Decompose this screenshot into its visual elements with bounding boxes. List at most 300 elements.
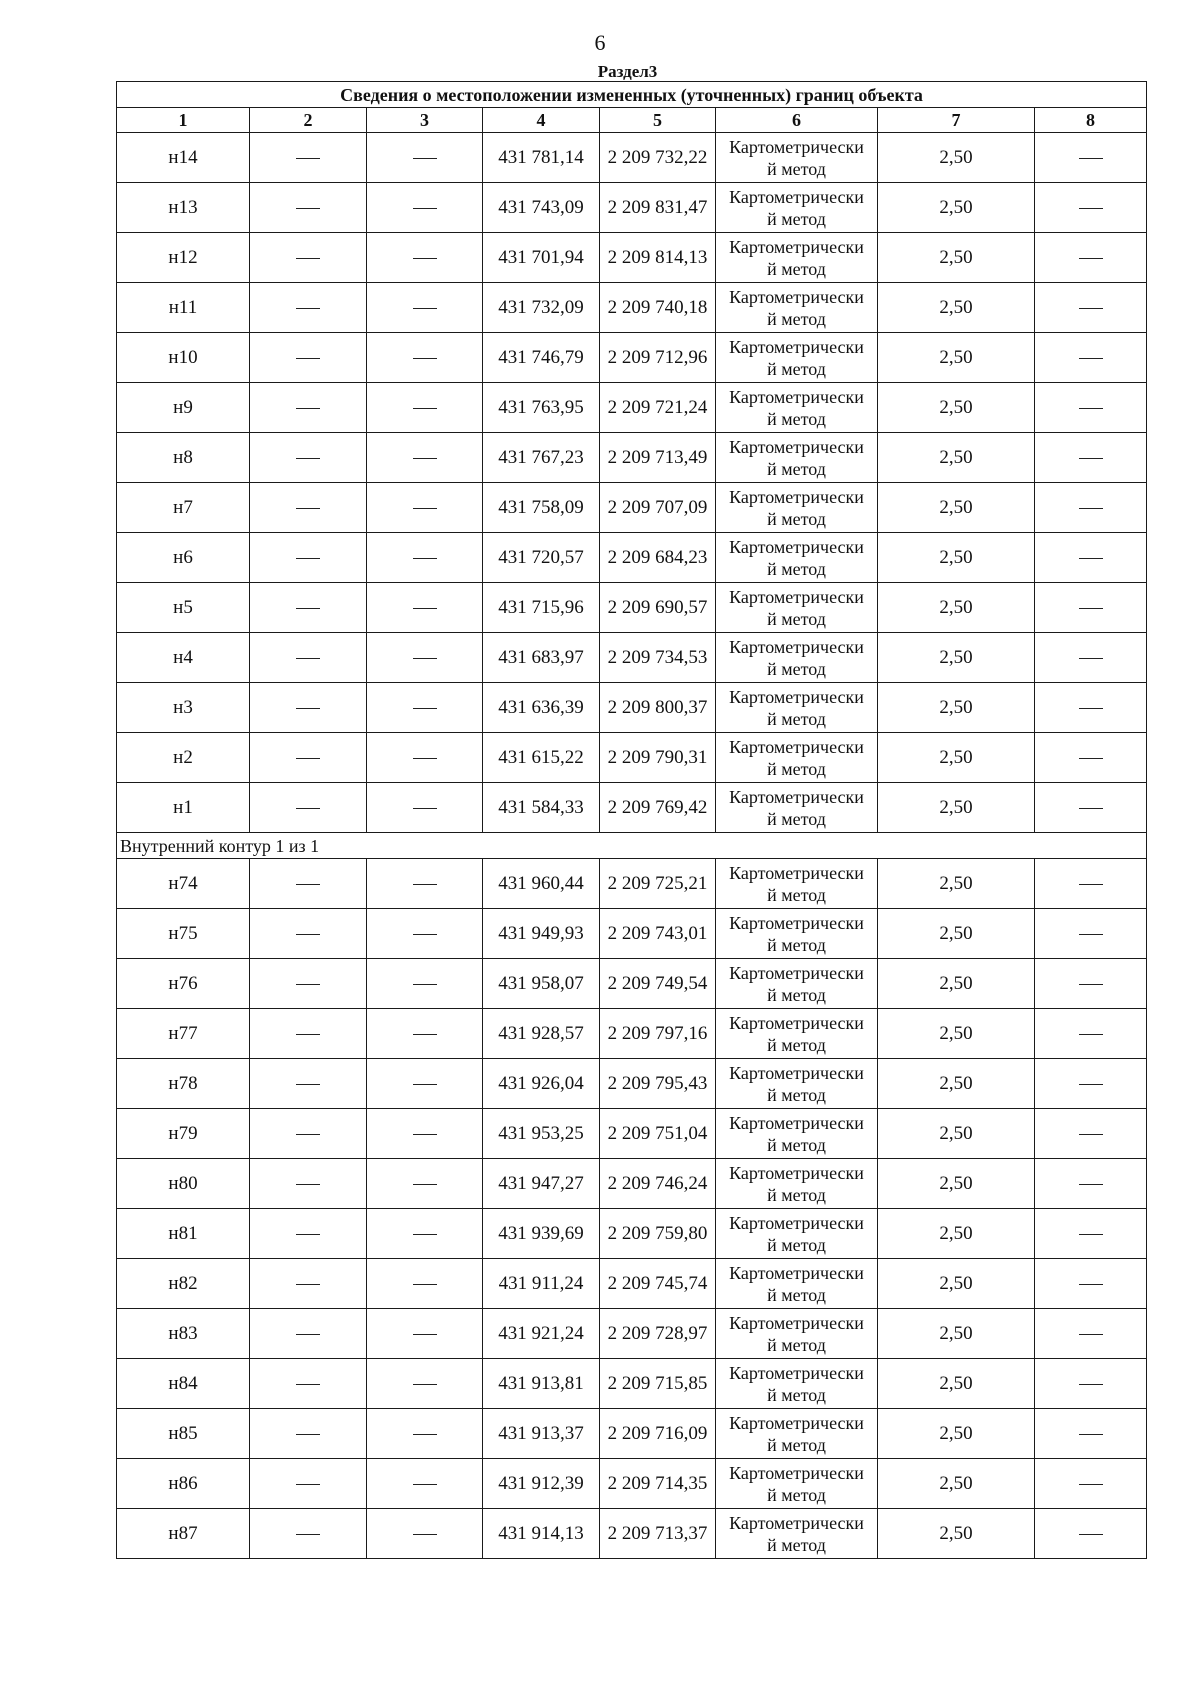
dash-mark [413, 1184, 437, 1185]
method-cell [716, 909, 878, 959]
method-line-2: й метод [767, 1284, 826, 1305]
empty-value-cell [367, 1509, 483, 1559]
dash-mark [413, 158, 437, 159]
y-coordinate-cell: 2 209 790,31 [600, 733, 716, 783]
y-coordinate-cell: 2 209 716,09 [600, 1409, 716, 1459]
empty-value-cell [1035, 583, 1147, 633]
empty-value-cell [367, 1259, 483, 1309]
empty-value-cell [1035, 1009, 1147, 1059]
table-row [117, 1209, 1147, 1259]
empty-value-cell [250, 733, 367, 783]
empty-value-cell [367, 483, 483, 533]
point-name-cell: н10 [117, 333, 250, 383]
dash-mark [413, 1534, 437, 1535]
inner-contour-row [117, 833, 1147, 859]
method-line-2: й метод [767, 1434, 826, 1455]
table-row [117, 1459, 1147, 1509]
accuracy-cell: 2,50 [878, 233, 1035, 283]
method-cell [716, 1309, 878, 1359]
dash-mark [1079, 608, 1103, 609]
accuracy-cell: 2,50 [878, 433, 1035, 483]
dash-mark [1079, 558, 1103, 559]
method-cell [716, 1359, 878, 1409]
table-row [117, 959, 1147, 1009]
method-line-1: Картометрически [729, 1462, 864, 1483]
method-cell [716, 959, 878, 1009]
point-name-cell: н74 [117, 859, 250, 909]
dash-mark [1079, 1434, 1103, 1435]
table-row [117, 1009, 1147, 1059]
table-row [117, 683, 1147, 733]
point-name-cell: н14 [117, 133, 250, 183]
empty-value-cell [367, 1459, 483, 1509]
dash-mark [296, 1484, 320, 1485]
empty-value-cell [367, 783, 483, 833]
x-coordinate-cell: 431 758,09 [483, 483, 600, 533]
accuracy-cell: 2,50 [878, 283, 1035, 333]
point-name-cell: н3 [117, 683, 250, 733]
dash-mark [296, 258, 320, 259]
empty-value-cell [250, 183, 367, 233]
dash-mark [1079, 508, 1103, 509]
empty-value-cell [367, 909, 483, 959]
y-coordinate-cell: 2 209 745,74 [600, 1259, 716, 1309]
method-line-1: Картометрически [729, 636, 864, 657]
table-row [117, 1509, 1147, 1559]
method-line-2: й метод [767, 558, 826, 579]
method-cell [716, 633, 878, 683]
accuracy-cell: 2,50 [878, 333, 1035, 383]
method-cell [716, 1059, 878, 1109]
table-row [117, 133, 1147, 183]
column-number: 8 [1035, 108, 1147, 133]
table-row [117, 1059, 1147, 1109]
method-line-1: Картометрически [729, 686, 864, 707]
dash-mark [296, 458, 320, 459]
y-coordinate-cell: 2 209 749,54 [600, 959, 716, 1009]
method-cell [716, 483, 878, 533]
empty-value-cell [1035, 283, 1147, 333]
accuracy-cell: 2,50 [878, 1309, 1035, 1359]
y-coordinate-cell: 2 209 743,01 [600, 909, 716, 959]
y-coordinate-cell: 2 209 721,24 [600, 383, 716, 433]
dash-mark [1079, 1134, 1103, 1135]
column-number: 3 [367, 108, 483, 133]
method-line-2: й метод [767, 1084, 826, 1105]
dash-mark [413, 1384, 437, 1385]
empty-value-cell [250, 1359, 367, 1409]
dash-mark [296, 1034, 320, 1035]
method-line-1: Картометрически [729, 136, 864, 157]
method-cell [716, 183, 878, 233]
table-body [117, 82, 1147, 1559]
dash-mark [296, 558, 320, 559]
x-coordinate-cell: 431 701,94 [483, 233, 600, 283]
y-coordinate-cell: 2 209 740,18 [600, 283, 716, 333]
method-line-1: Картометрически [729, 536, 864, 557]
method-line-1: Картометрически [729, 1112, 864, 1133]
empty-value-cell [367, 383, 483, 433]
method-line-2: й метод [767, 1184, 826, 1205]
empty-value-cell [1035, 1209, 1147, 1259]
method-line-1: Картометрически [729, 1312, 864, 1333]
section-title: Раздел3 [597, 62, 658, 81]
y-coordinate-cell: 2 209 725,21 [600, 859, 716, 909]
dash-mark [413, 1334, 437, 1335]
accuracy-cell: 2,50 [878, 1259, 1035, 1309]
dash-mark [413, 408, 437, 409]
dash-mark [296, 508, 320, 509]
table-row [117, 183, 1147, 233]
dash-mark [1079, 1384, 1103, 1385]
empty-value-cell [367, 533, 483, 583]
method-cell [716, 333, 878, 383]
dash-mark [296, 208, 320, 209]
y-coordinate-cell: 2 209 746,24 [600, 1159, 716, 1209]
x-coordinate-cell: 431 732,09 [483, 283, 600, 333]
empty-value-cell [1035, 233, 1147, 283]
method-line-2: й метод [767, 208, 826, 229]
empty-value-cell [250, 1159, 367, 1209]
empty-value-cell [250, 1309, 367, 1359]
method-cell [716, 383, 878, 433]
column-number: 1 [117, 108, 250, 133]
method-line-1: Картометрически [729, 786, 864, 807]
table-row [117, 383, 1147, 433]
accuracy-cell: 2,50 [878, 383, 1035, 433]
y-coordinate-cell: 2 209 734,53 [600, 633, 716, 683]
empty-value-cell [367, 1059, 483, 1109]
dash-mark [1079, 158, 1103, 159]
empty-value-cell [367, 233, 483, 283]
dash-mark [413, 808, 437, 809]
dash-mark [413, 308, 437, 309]
accuracy-cell: 2,50 [878, 733, 1035, 783]
dash-mark [413, 258, 437, 259]
method-line-2: й метод [767, 1334, 826, 1355]
y-coordinate-cell: 2 209 713,49 [600, 433, 716, 483]
method-cell [716, 1459, 878, 1509]
accuracy-cell: 2,50 [878, 683, 1035, 733]
empty-value-cell [367, 583, 483, 633]
accuracy-cell: 2,50 [878, 183, 1035, 233]
dash-mark [1079, 1484, 1103, 1485]
empty-value-cell [1035, 959, 1147, 1009]
point-name-cell: н87 [117, 1509, 250, 1559]
dash-mark [413, 1284, 437, 1285]
point-name-cell: н85 [117, 1409, 250, 1459]
dash-mark [413, 608, 437, 609]
dash-mark [1079, 258, 1103, 259]
dash-mark [1079, 408, 1103, 409]
x-coordinate-cell: 431 636,39 [483, 683, 600, 733]
x-coordinate-cell: 431 914,13 [483, 1509, 600, 1559]
x-coordinate-cell: 431 953,25 [483, 1109, 600, 1159]
empty-value-cell [250, 1059, 367, 1109]
point-name-cell: н75 [117, 909, 250, 959]
empty-value-cell [250, 383, 367, 433]
method-line-1: Картометрически [729, 186, 864, 207]
x-coordinate-cell: 431 683,97 [483, 633, 600, 683]
empty-value-cell [367, 733, 483, 783]
table-row [117, 583, 1147, 633]
empty-value-cell [367, 1409, 483, 1459]
empty-value-cell [250, 633, 367, 683]
dash-mark [296, 1134, 320, 1135]
empty-value-cell [250, 533, 367, 583]
x-coordinate-cell: 431 781,14 [483, 133, 600, 183]
point-name-cell: н77 [117, 1009, 250, 1059]
x-coordinate-cell: 431 763,95 [483, 383, 600, 433]
empty-value-cell [1035, 183, 1147, 233]
table-row [117, 1309, 1147, 1359]
method-line-1: Картометрически [729, 1212, 864, 1233]
method-line-2: й метод [767, 708, 826, 729]
method-line-1: Картометрически [729, 736, 864, 757]
x-coordinate-cell: 431 926,04 [483, 1059, 600, 1109]
point-name-cell: н79 [117, 1109, 250, 1159]
dash-mark [296, 1384, 320, 1385]
method-line-2: й метод [767, 984, 826, 1005]
dash-mark [296, 658, 320, 659]
accuracy-cell: 2,50 [878, 1159, 1035, 1209]
method-line-2: й метод [767, 408, 826, 429]
dash-mark [1079, 1184, 1103, 1185]
x-coordinate-cell: 431 615,22 [483, 733, 600, 783]
accuracy-cell: 2,50 [878, 1459, 1035, 1509]
empty-value-cell [250, 1459, 367, 1509]
point-name-cell: н2 [117, 733, 250, 783]
empty-value-cell [367, 1159, 483, 1209]
method-line-1: Картометрически [729, 1262, 864, 1283]
point-name-cell: н4 [117, 633, 250, 683]
method-cell [716, 433, 878, 483]
dash-mark [413, 1084, 437, 1085]
column-number: 7 [878, 108, 1035, 133]
accuracy-cell: 2,50 [878, 1509, 1035, 1559]
point-name-cell: н81 [117, 1209, 250, 1259]
dash-mark [1079, 1334, 1103, 1335]
accuracy-cell: 2,50 [878, 1009, 1035, 1059]
dash-mark [1079, 1284, 1103, 1285]
accuracy-cell: 2,50 [878, 483, 1035, 533]
method-line-1: Картометрически [729, 1512, 864, 1533]
dash-mark [1079, 208, 1103, 209]
method-line-2: й метод [767, 258, 826, 279]
empty-value-cell [1035, 1109, 1147, 1159]
empty-value-cell [367, 183, 483, 233]
dash-mark [413, 208, 437, 209]
x-coordinate-cell: 431 960,44 [483, 859, 600, 909]
method-cell [716, 1109, 878, 1159]
empty-value-cell [250, 859, 367, 909]
point-name-cell: н12 [117, 233, 250, 283]
x-coordinate-cell: 431 912,39 [483, 1459, 600, 1509]
point-name-cell: н84 [117, 1359, 250, 1409]
x-coordinate-cell: 431 928,57 [483, 1009, 600, 1059]
method-line-1: Картометрически [729, 386, 864, 407]
method-line-1: Картометрически [729, 236, 864, 257]
table-row [117, 433, 1147, 483]
method-line-2: й метод [767, 658, 826, 679]
boundary-coordinates-table [116, 81, 1147, 1559]
empty-value-cell [1035, 533, 1147, 583]
y-coordinate-cell: 2 209 712,96 [600, 333, 716, 383]
method-line-2: й метод [767, 1134, 826, 1155]
empty-value-cell [1035, 1159, 1147, 1209]
empty-value-cell [250, 683, 367, 733]
empty-value-cell [1035, 783, 1147, 833]
empty-value-cell [1035, 133, 1147, 183]
column-number: 5 [600, 108, 716, 133]
empty-value-cell [250, 333, 367, 383]
method-line-1: Картометрически [729, 1012, 864, 1033]
method-line-2: й метод [767, 934, 826, 955]
y-coordinate-cell: 2 209 797,16 [600, 1009, 716, 1059]
method-line-2: й метод [767, 808, 826, 829]
dash-mark [1079, 1234, 1103, 1235]
dash-mark [413, 1034, 437, 1035]
method-cell [716, 283, 878, 333]
empty-value-cell [250, 283, 367, 333]
dash-mark [413, 708, 437, 709]
accuracy-cell: 2,50 [878, 1209, 1035, 1259]
dash-mark [296, 1234, 320, 1235]
empty-value-cell [250, 583, 367, 633]
accuracy-cell: 2,50 [878, 859, 1035, 909]
dash-mark [1079, 984, 1103, 985]
method-cell [716, 133, 878, 183]
accuracy-cell: 2,50 [878, 133, 1035, 183]
method-line-1: Картометрически [729, 1162, 864, 1183]
method-line-2: й метод [767, 758, 826, 779]
empty-value-cell [1035, 909, 1147, 959]
table-row [117, 1109, 1147, 1159]
point-name-cell: н83 [117, 1309, 250, 1359]
empty-value-cell [367, 1209, 483, 1259]
dash-mark [296, 984, 320, 985]
dash-mark [1079, 708, 1103, 709]
dash-mark [1079, 808, 1103, 809]
point-name-cell: н6 [117, 533, 250, 583]
dash-mark [1079, 458, 1103, 459]
method-line-2: й метод [767, 1484, 826, 1505]
empty-value-cell [250, 783, 367, 833]
point-name-cell: н5 [117, 583, 250, 633]
y-coordinate-cell: 2 209 814,13 [600, 233, 716, 283]
dash-mark [413, 358, 437, 359]
empty-value-cell [1035, 333, 1147, 383]
accuracy-cell: 2,50 [878, 783, 1035, 833]
dash-mark [1079, 658, 1103, 659]
method-line-2: й метод [767, 158, 826, 179]
empty-value-cell [250, 1259, 367, 1309]
dash-mark [296, 1434, 320, 1435]
point-name-cell: н80 [117, 1159, 250, 1209]
method-cell [716, 733, 878, 783]
empty-value-cell [367, 683, 483, 733]
table-row [117, 1359, 1147, 1409]
method-cell [716, 533, 878, 583]
method-cell [716, 1209, 878, 1259]
empty-value-cell [367, 1309, 483, 1359]
empty-value-cell [250, 1409, 367, 1459]
dash-mark [413, 558, 437, 559]
method-cell [716, 683, 878, 733]
y-coordinate-cell: 2 209 714,35 [600, 1459, 716, 1509]
empty-value-cell [250, 1009, 367, 1059]
x-coordinate-cell: 431 913,81 [483, 1359, 600, 1409]
y-coordinate-cell: 2 209 831,47 [600, 183, 716, 233]
method-cell [716, 1509, 878, 1559]
dash-mark [413, 458, 437, 459]
point-name-cell: н13 [117, 183, 250, 233]
point-name-cell: н7 [117, 483, 250, 533]
empty-value-cell [367, 1009, 483, 1059]
accuracy-cell: 2,50 [878, 583, 1035, 633]
method-line-2: й метод [767, 358, 826, 379]
empty-value-cell [1035, 859, 1147, 909]
x-coordinate-cell: 431 958,07 [483, 959, 600, 1009]
dash-mark [413, 658, 437, 659]
method-line-1: Картометрически [729, 912, 864, 933]
dash-mark [413, 758, 437, 759]
y-coordinate-cell: 2 209 684,23 [600, 533, 716, 583]
method-line-1: Картометрически [729, 1412, 864, 1433]
method-line-1: Картометрически [729, 586, 864, 607]
empty-value-cell [1035, 483, 1147, 533]
empty-value-cell [1035, 1309, 1147, 1359]
table-row [117, 733, 1147, 783]
method-line-1: Картометрически [729, 436, 864, 457]
accuracy-cell: 2,50 [878, 1109, 1035, 1159]
method-line-1: Картометрически [729, 486, 864, 507]
method-cell [716, 1409, 878, 1459]
dash-mark [296, 1084, 320, 1085]
y-coordinate-cell: 2 209 795,43 [600, 1059, 716, 1109]
point-name-cell: н82 [117, 1259, 250, 1309]
x-coordinate-cell: 431 743,09 [483, 183, 600, 233]
method-cell [716, 583, 878, 633]
x-coordinate-cell: 431 746,79 [483, 333, 600, 383]
empty-value-cell [250, 959, 367, 1009]
empty-value-cell [1035, 1259, 1147, 1309]
empty-value-cell [1035, 1059, 1147, 1109]
x-coordinate-cell: 431 715,96 [483, 583, 600, 633]
empty-value-cell [367, 283, 483, 333]
point-name-cell: н9 [117, 383, 250, 433]
table-row [117, 333, 1147, 383]
method-line-2: й метод [767, 1034, 826, 1055]
method-cell [716, 859, 878, 909]
y-coordinate-cell: 2 209 751,04 [600, 1109, 716, 1159]
table-title: Сведения о местоположении измененных (уточненных) границ объекта [117, 82, 1147, 108]
dash-mark [413, 1134, 437, 1135]
empty-value-cell [367, 433, 483, 483]
empty-value-cell [1035, 1509, 1147, 1559]
point-name-cell: н1 [117, 783, 250, 833]
table-title-row [117, 82, 1147, 108]
empty-value-cell [250, 433, 367, 483]
y-coordinate-cell: 2 209 769,42 [600, 783, 716, 833]
dash-mark [413, 508, 437, 509]
y-coordinate-cell: 2 209 707,09 [600, 483, 716, 533]
dash-mark [296, 884, 320, 885]
y-coordinate-cell: 2 209 690,57 [600, 583, 716, 633]
dash-mark [296, 1534, 320, 1535]
empty-value-cell [367, 1109, 483, 1159]
column-number: 2 [250, 108, 367, 133]
